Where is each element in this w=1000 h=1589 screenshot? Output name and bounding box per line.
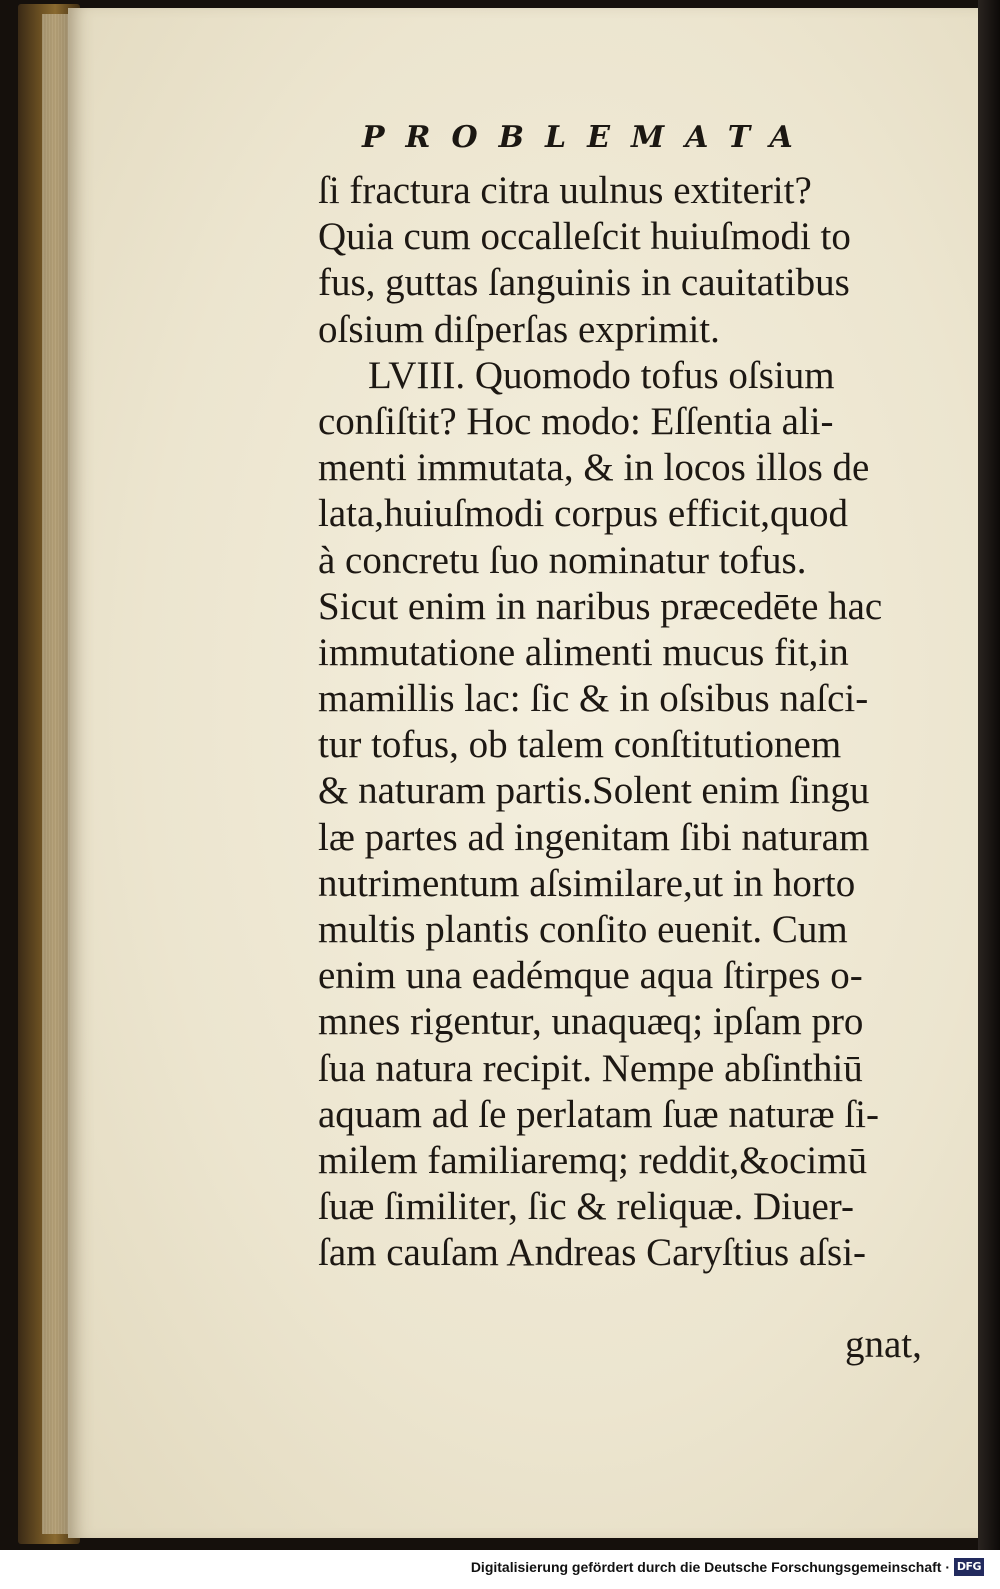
funding-credit: Digitalisierung gefördert durch die Deutsche Forschungsgemeinschaft · (470, 1559, 950, 1575)
text-line: ſua natura recipit. Nempe abſinthiū (318, 1046, 863, 1090)
text-line: à concretu ſuo nominatur tofus. (318, 538, 807, 582)
catchword: gnat, (845, 1323, 922, 1366)
text-line: conſiſtit? Hoc modo: Eſſentia ali- (318, 399, 834, 443)
text-line: oſsium diſperſas exprimit. (318, 307, 720, 351)
text-line: lata,huiuſmodi corpus efficit,quod (318, 492, 849, 536)
text-line: & naturam partis.Solent enim ſingu (318, 769, 870, 813)
scan-edge (978, 0, 1000, 1589)
text-line: læ partes ad ingenitam ſibi naturam (318, 815, 870, 859)
text-line: multis plantis conſito euenit. Cum (318, 908, 848, 951)
text-line: enim una eadémque aqua ſtirpes o- (318, 954, 863, 998)
text-line: milem familiaremq; reddit,&ocimū (318, 1138, 868, 1182)
text-line: nutrimentum aſsimilare,ut in horto (318, 861, 856, 905)
dfg-logo-icon: DFG (954, 1558, 984, 1576)
text-line: immutatione alimenti mucus fit,in (318, 630, 849, 674)
body-text (318, 168, 968, 1277)
text-line: menti immutata, & in locos illos de (318, 446, 870, 490)
text-line: fus, guttas ſanguinis in cauitatibus (318, 261, 850, 305)
text-line: aquam ad ſe perlatam ſuæ naturæ ſi- (318, 1092, 879, 1136)
text-line: mnes rigentur, unaquæq; ipſam pro (318, 1000, 864, 1044)
text-line: ſuæ ſimiliter, ſic & reliquæ. Diuer- (318, 1185, 854, 1229)
text-line: Quia cum occalleſcit huiuſmodi to (318, 215, 851, 259)
text-line: mamillis lac: ſic & in oſsibus naſci- (318, 677, 869, 721)
text-line: tur tofus, ob talem conſtitutionem (318, 723, 842, 767)
running-head: PROBLEMATA (362, 120, 814, 155)
text-line: ſi fractura citra uulnus extiterit? (318, 169, 812, 212)
text-line: ſam cauſam Andreas Caryſtius aſsi- (318, 1231, 867, 1275)
text-line: LVIII. Quomodo tofus oſsium (368, 353, 835, 397)
text-line: Sicut enim in naribus præcedēte hac (318, 584, 883, 628)
